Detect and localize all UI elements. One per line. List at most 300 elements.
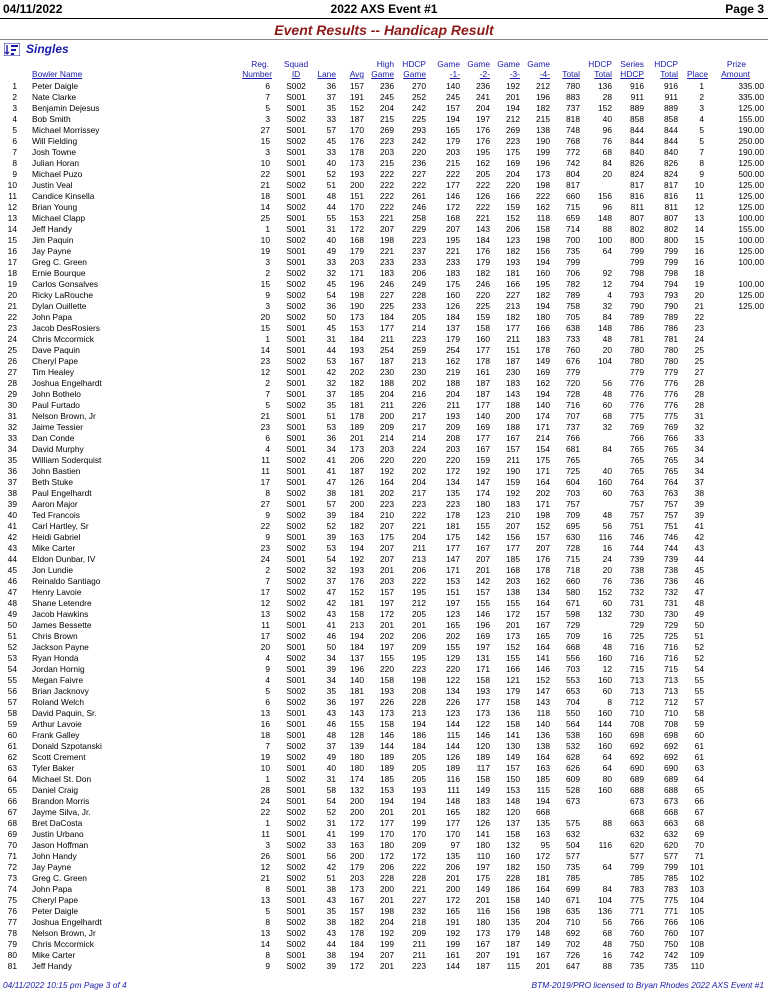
cell-place: 61 bbox=[694, 751, 704, 762]
cell-avg: 153 bbox=[350, 212, 364, 223]
cell-g4: 146 bbox=[536, 663, 550, 674]
col-game3-top: Game bbox=[497, 59, 520, 69]
cell-hcpg: 205 bbox=[412, 762, 426, 773]
page-header bbox=[0, 0, 768, 18]
cell-idx: 68 bbox=[7, 817, 17, 828]
cell-avg: 185 bbox=[350, 388, 364, 399]
cell-reg: 14 bbox=[260, 938, 270, 949]
table-row bbox=[0, 554, 768, 564]
cell-squad: S002 bbox=[286, 520, 306, 531]
cell-lane: 44 bbox=[326, 938, 336, 949]
cell-total: 704 bbox=[566, 696, 580, 707]
cell-total: 700 bbox=[566, 234, 580, 245]
cell-squad: S001 bbox=[286, 410, 306, 421]
cell-place: 23 bbox=[694, 322, 704, 333]
cell-avg: 182 bbox=[350, 377, 364, 388]
cell-g1: 177 bbox=[446, 817, 460, 828]
cell-g3: 206 bbox=[506, 223, 520, 234]
cell-place: 50 bbox=[694, 619, 704, 630]
cell-avg: 184 bbox=[350, 509, 364, 520]
cell-hcpg: 230 bbox=[412, 366, 426, 377]
cell-g2: 167 bbox=[476, 443, 490, 454]
cell-name: Roland Welch bbox=[32, 696, 84, 707]
cell-g4: 198 bbox=[536, 509, 550, 520]
cell-place: 1 bbox=[699, 81, 704, 91]
cell-g1: 197 bbox=[446, 597, 460, 608]
cell-place: 3 bbox=[699, 102, 704, 113]
cell-avg: 170 bbox=[350, 201, 364, 212]
cell-series: 800 bbox=[630, 234, 644, 245]
cell-g2: 169 bbox=[476, 630, 490, 641]
cell-hcpt: 690 bbox=[664, 762, 678, 773]
cell-hcpg: 205 bbox=[412, 773, 426, 784]
cell-hcpg: 184 bbox=[412, 740, 426, 751]
cell-g1: 178 bbox=[446, 509, 460, 520]
table-row bbox=[0, 334, 768, 344]
cell-g2: 222 bbox=[476, 179, 490, 190]
cell-reg: 18 bbox=[260, 729, 270, 740]
cell-reg: 23 bbox=[260, 421, 270, 432]
cell-hcpt: 780 bbox=[664, 355, 678, 366]
cell-place: 5 bbox=[699, 135, 704, 146]
cell-squad: S001 bbox=[286, 443, 306, 454]
cell-hcpg: 213 bbox=[412, 707, 426, 718]
cell-g4: 157 bbox=[536, 531, 550, 542]
cell-hcpg: 217 bbox=[412, 421, 426, 432]
cell-g4: 181 bbox=[536, 872, 550, 883]
cell-idx: 18 bbox=[7, 267, 17, 278]
cell-series: 798 bbox=[630, 267, 644, 278]
cell-total: 628 bbox=[566, 751, 580, 762]
cell-avg: 163 bbox=[350, 839, 364, 850]
cell-g4: 178 bbox=[536, 564, 550, 575]
cell-hdcp: 160 bbox=[598, 729, 612, 740]
cell-g2: 158 bbox=[476, 773, 490, 784]
cell-hg: 254 bbox=[380, 344, 394, 355]
cell-total: 604 bbox=[566, 476, 580, 487]
table-row bbox=[0, 840, 768, 850]
cell-place: 48 bbox=[694, 597, 704, 608]
cell-lane: 50 bbox=[326, 311, 336, 322]
cell-hcpt: 826 bbox=[664, 157, 678, 168]
cell-g2: 201 bbox=[476, 894, 490, 905]
cell-reg: 8 bbox=[265, 916, 270, 927]
cell-avg: 143 bbox=[350, 707, 364, 718]
cell-avg: 179 bbox=[350, 245, 364, 256]
table-row bbox=[0, 400, 768, 410]
cell-g4: 214 bbox=[536, 432, 550, 443]
cell-avg: 170 bbox=[350, 124, 364, 135]
cell-lane: 38 bbox=[326, 487, 336, 498]
cell-g2: 171 bbox=[476, 663, 490, 674]
cell-reg: 4 bbox=[265, 652, 270, 663]
cell-hdcp: 116 bbox=[598, 531, 612, 542]
cell-g2: 176 bbox=[476, 124, 490, 135]
cell-hcpg: 172 bbox=[412, 850, 426, 861]
cell-reg: 20 bbox=[260, 311, 270, 322]
cell-g4: 95 bbox=[540, 839, 550, 850]
table-row bbox=[0, 851, 768, 861]
cell-g3: 167 bbox=[506, 432, 520, 443]
cell-hcpt: 738 bbox=[664, 564, 678, 575]
cell-g1: 135 bbox=[446, 487, 460, 498]
cell-hcpg: 233 bbox=[412, 300, 426, 311]
cell-g3: 210 bbox=[506, 509, 520, 520]
cell-avg: 172 bbox=[350, 223, 364, 234]
cell-g2: 159 bbox=[476, 454, 490, 465]
cell-squad: S001 bbox=[286, 377, 306, 388]
cell-hcpg: 199 bbox=[412, 817, 426, 828]
cell-name: Jon Lundie bbox=[32, 564, 73, 575]
cell-hcpg: 228 bbox=[412, 872, 426, 883]
cell-place: 69 bbox=[694, 828, 704, 839]
cell-total: 703 bbox=[566, 663, 580, 674]
cell-g1: 137 bbox=[446, 322, 460, 333]
cell-g3: 200 bbox=[506, 410, 520, 421]
cell-place: 28 bbox=[694, 399, 704, 410]
cell-prize: 125.00 bbox=[738, 201, 764, 212]
cell-series: 889 bbox=[630, 102, 644, 113]
cell-hcpt: 798 bbox=[664, 267, 678, 278]
cell-hcpt: 710 bbox=[664, 707, 678, 718]
cell-g2: 140 bbox=[476, 410, 490, 421]
cell-name: William Soderquist bbox=[32, 454, 102, 465]
cell-squad: S002 bbox=[286, 751, 306, 762]
cell-g2: 246 bbox=[476, 278, 490, 289]
cell-squad: S002 bbox=[286, 608, 306, 619]
cell-prize: 125.00 bbox=[738, 102, 764, 113]
cell-g1: 165 bbox=[446, 124, 460, 135]
cell-squad: S002 bbox=[286, 509, 306, 520]
cell-lane: 47 bbox=[326, 476, 336, 487]
cell-series: 771 bbox=[630, 905, 644, 916]
cell-hdcp: 40 bbox=[602, 113, 612, 124]
cell-total: 725 bbox=[566, 465, 580, 476]
cell-hg: 207 bbox=[380, 949, 394, 960]
table-row bbox=[0, 378, 768, 388]
cell-avg: 206 bbox=[350, 454, 364, 465]
cell-hcpg: 223 bbox=[412, 960, 426, 971]
cell-avg: 178 bbox=[350, 927, 364, 938]
cell-series: 725 bbox=[630, 630, 644, 641]
cell-avg: 202 bbox=[350, 366, 364, 377]
cell-avg: 152 bbox=[350, 102, 364, 113]
cell-name: Jason Hoffman bbox=[32, 839, 89, 850]
cell-lane: 53 bbox=[326, 421, 336, 432]
cell-g4: 163 bbox=[536, 762, 550, 773]
cell-hcpg: 226 bbox=[412, 399, 426, 410]
cell-lane: 58 bbox=[326, 784, 336, 795]
cell-g3: 123 bbox=[506, 234, 520, 245]
cell-g2: 174 bbox=[476, 487, 490, 498]
cell-g3: 138 bbox=[506, 586, 520, 597]
cell-total: 660 bbox=[566, 575, 580, 586]
cell-reg: 20 bbox=[260, 641, 270, 652]
cell-avg: 180 bbox=[350, 751, 364, 762]
cell-squad: S001 bbox=[286, 344, 306, 355]
cell-hcpt: 802 bbox=[664, 223, 678, 234]
cell-g4: 173 bbox=[536, 168, 550, 179]
cell-name: Brian Jacknovy bbox=[32, 685, 89, 696]
cell-hcpg: 217 bbox=[412, 487, 426, 498]
cell-hcpg: 242 bbox=[412, 102, 426, 113]
cell-place: 68 bbox=[694, 817, 704, 828]
cell-hg: 201 bbox=[380, 960, 394, 971]
cell-idx: 29 bbox=[7, 388, 17, 399]
cell-avg: 189 bbox=[350, 421, 364, 432]
cell-g3: 182 bbox=[506, 311, 520, 322]
cell-hdcp: 88 bbox=[602, 817, 612, 828]
cell-hg: 197 bbox=[380, 597, 394, 608]
cell-hg: 200 bbox=[380, 410, 394, 421]
cell-g3: 158 bbox=[506, 894, 520, 905]
cell-total: 630 bbox=[566, 531, 580, 542]
cell-total: 699 bbox=[566, 883, 580, 894]
cell-idx: 17 bbox=[7, 256, 17, 267]
cell-hcpt: 716 bbox=[664, 641, 678, 652]
cell-hdcp: 64 bbox=[602, 245, 612, 256]
cell-series: 817 bbox=[630, 179, 644, 190]
cell-name: Justin Veal bbox=[32, 179, 73, 190]
cell-hdcp: 20 bbox=[602, 564, 612, 575]
cell-reg: 12 bbox=[260, 366, 270, 377]
cell-hcpg: 216 bbox=[412, 388, 426, 399]
cell-idx: 26 bbox=[7, 355, 17, 366]
cell-total: 550 bbox=[566, 707, 580, 718]
cell-hcpt: 781 bbox=[664, 333, 678, 344]
cell-g4: 134 bbox=[536, 586, 550, 597]
cell-g4: 178 bbox=[536, 344, 550, 355]
cell-name: Joshua Engelhardt bbox=[32, 916, 102, 927]
cell-lane: 37 bbox=[326, 740, 336, 751]
cell-g2: 169 bbox=[476, 421, 490, 432]
cell-idx: 50 bbox=[7, 619, 17, 630]
col-prize-top: Prize bbox=[726, 59, 746, 69]
cell-series: 858 bbox=[630, 113, 644, 124]
cell-g2: 149 bbox=[476, 883, 490, 894]
cell-reg: 2 bbox=[265, 377, 270, 388]
cell-hdcp: 80 bbox=[602, 773, 612, 784]
cell-g4: 150 bbox=[536, 861, 550, 872]
cell-g4: 196 bbox=[536, 157, 550, 168]
cell-total: 638 bbox=[566, 322, 580, 333]
cell-lane: 34 bbox=[326, 674, 336, 685]
cell-hdcp: 160 bbox=[598, 740, 612, 751]
cell-series: 757 bbox=[630, 498, 644, 509]
cell-total: 553 bbox=[566, 674, 580, 685]
cell-g4: 152 bbox=[536, 674, 550, 685]
cell-squad: S001 bbox=[286, 663, 306, 674]
cell-idx: 57 bbox=[7, 696, 17, 707]
cell-g3: 182 bbox=[506, 861, 520, 872]
cell-hg: 210 bbox=[380, 509, 394, 520]
cell-hcpt: 799 bbox=[664, 256, 678, 267]
cell-idx: 61 bbox=[7, 740, 17, 751]
cell-idx: 42 bbox=[7, 531, 17, 542]
cell-total: 757 bbox=[566, 498, 580, 509]
cell-hcpt: 794 bbox=[664, 278, 678, 289]
cell-g3: 185 bbox=[506, 553, 520, 564]
cell-place: 41 bbox=[694, 520, 704, 531]
cell-hcpt: 760 bbox=[664, 927, 678, 938]
cell-g3: 269 bbox=[506, 124, 520, 135]
cell-total: 748 bbox=[566, 124, 580, 135]
col-series-top: Series bbox=[620, 59, 644, 69]
cell-hg: 203 bbox=[380, 146, 394, 157]
cell-hdcp: 136 bbox=[598, 905, 612, 916]
cell-g3: 193 bbox=[506, 256, 520, 267]
cell-idx: 44 bbox=[7, 553, 17, 564]
cell-g3: 157 bbox=[506, 762, 520, 773]
cell-hg: 206 bbox=[380, 861, 394, 872]
cell-hdcp: 148 bbox=[598, 212, 612, 223]
table-row bbox=[0, 268, 768, 278]
cell-place: 2 bbox=[699, 91, 704, 102]
cell-squad: S002 bbox=[286, 773, 306, 784]
cell-idx: 19 bbox=[7, 278, 17, 289]
cell-g2: 126 bbox=[476, 190, 490, 201]
cell-lane: 53 bbox=[326, 542, 336, 553]
cell-g4: 140 bbox=[536, 399, 550, 410]
cell-hg: 220 bbox=[380, 663, 394, 674]
cell-hcpt: 663 bbox=[664, 817, 678, 828]
cell-g2: 220 bbox=[476, 289, 490, 300]
cell-hdcp: 64 bbox=[602, 762, 612, 773]
cell-reg: 13 bbox=[260, 608, 270, 619]
table-row bbox=[0, 961, 768, 971]
cell-hcpt: 911 bbox=[664, 91, 678, 102]
cell-reg: 13 bbox=[260, 927, 270, 938]
cell-total: 707 bbox=[566, 410, 580, 421]
cell-series: 780 bbox=[630, 344, 644, 355]
cell-g4: 171 bbox=[536, 421, 550, 432]
cell-hcpt: 751 bbox=[664, 520, 678, 531]
cell-lane: 41 bbox=[326, 454, 336, 465]
cell-avg: 193 bbox=[350, 344, 364, 355]
cell-idx: 64 bbox=[7, 773, 17, 784]
cell-avg: 176 bbox=[350, 135, 364, 146]
cell-lane: 43 bbox=[326, 894, 336, 905]
cell-g2: 120 bbox=[476, 740, 490, 751]
cell-idx: 11 bbox=[8, 190, 17, 201]
cell-lane: 37 bbox=[326, 575, 336, 586]
header-event: 2022 AXS Event #1 bbox=[330, 2, 438, 16]
cell-g1: 179 bbox=[446, 135, 460, 146]
cell-hdcp: 68 bbox=[602, 927, 612, 938]
cell-squad: S001 bbox=[286, 168, 306, 179]
cell-g3: 158 bbox=[506, 696, 520, 707]
cell-g3: 166 bbox=[506, 663, 520, 674]
table-row bbox=[0, 796, 768, 806]
cell-series: 751 bbox=[630, 520, 644, 531]
cell-g4: 198 bbox=[536, 234, 550, 245]
cell-place: 103 bbox=[690, 883, 704, 894]
cell-series: 577 bbox=[630, 850, 644, 861]
cell-hdcp: 160 bbox=[598, 784, 612, 795]
cell-hcpt: 800 bbox=[664, 234, 678, 245]
cell-hdcp: 76 bbox=[602, 575, 612, 586]
cell-hdcp: 56 bbox=[602, 520, 612, 531]
cell-reg: 15 bbox=[260, 135, 270, 146]
cell-name: Arthur Lavoie bbox=[32, 718, 82, 729]
cell-series: 742 bbox=[630, 949, 644, 960]
cell-squad: S002 bbox=[286, 135, 306, 146]
cell-lane: 32 bbox=[326, 377, 336, 388]
col-hdcp-total-bottom: Total bbox=[594, 69, 612, 79]
cell-hcpt: 730 bbox=[664, 608, 678, 619]
cell-name: Ricky LaRouche bbox=[32, 289, 93, 300]
cell-idx: 80 bbox=[7, 949, 17, 960]
cell-g4: 149 bbox=[536, 938, 550, 949]
cell-g1: 123 bbox=[446, 707, 460, 718]
cell-hg: 223 bbox=[380, 135, 394, 146]
cell-hcpt: 698 bbox=[664, 729, 678, 740]
cell-series: 692 bbox=[630, 751, 644, 762]
cell-g1: 144 bbox=[446, 740, 460, 751]
cell-hg: 192 bbox=[380, 927, 394, 938]
cell-g2: 178 bbox=[476, 355, 490, 366]
cell-place: 4 bbox=[699, 113, 704, 124]
cell-reg: 11 bbox=[261, 828, 270, 839]
cell-avg: 193 bbox=[350, 564, 364, 575]
cell-hcpt: 736 bbox=[664, 575, 678, 586]
cell-hcpg: 194 bbox=[412, 795, 426, 806]
cell-g4: 182 bbox=[536, 289, 550, 300]
cell-hcpg: 213 bbox=[412, 553, 426, 564]
cell-g3: 153 bbox=[506, 784, 520, 795]
table-row bbox=[0, 686, 768, 696]
cell-g1: 215 bbox=[446, 157, 460, 168]
cell-hcpt: 776 bbox=[664, 388, 678, 399]
cell-g3: 177 bbox=[506, 542, 520, 553]
cell-name: Dave Paquin bbox=[32, 344, 80, 355]
cell-name: Michael St. Don bbox=[32, 773, 92, 784]
cell-lane: 36 bbox=[326, 300, 336, 311]
cell-g3: 182 bbox=[506, 245, 520, 256]
cell-lane: 52 bbox=[326, 806, 336, 817]
cell-g1: 153 bbox=[446, 575, 460, 586]
cell-hdcp: 48 bbox=[602, 509, 612, 520]
cell-squad: S002 bbox=[286, 311, 306, 322]
cell-reg: 14 bbox=[260, 201, 270, 212]
cell-avg: 137 bbox=[350, 652, 364, 663]
cell-avg: 200 bbox=[350, 806, 364, 817]
cell-prize: 335.00 bbox=[738, 81, 764, 91]
cell-idx: 52 bbox=[7, 641, 17, 652]
cell-reg: 11 bbox=[261, 619, 270, 630]
cell-avg: 203 bbox=[350, 872, 364, 883]
cell-hcpt: 771 bbox=[664, 905, 678, 916]
cell-idx: 45 bbox=[7, 564, 17, 575]
cell-g4: 152 bbox=[536, 520, 550, 531]
cell-hcpt: 712 bbox=[664, 696, 678, 707]
cell-g1: 254 bbox=[446, 344, 460, 355]
table-row bbox=[0, 587, 768, 597]
cell-prize: 155.00 bbox=[738, 223, 764, 234]
cell-g1: 160 bbox=[446, 289, 460, 300]
cell-hcpt: 824 bbox=[664, 168, 678, 179]
cell-lane: 40 bbox=[326, 762, 336, 773]
cell-lane: 31 bbox=[326, 333, 336, 344]
cell-lane: 33 bbox=[326, 146, 336, 157]
cell-avg: 181 bbox=[350, 487, 364, 498]
cell-hdcp: 160 bbox=[598, 652, 612, 663]
col-game1-top: Game bbox=[437, 59, 460, 69]
cell-reg: 23 bbox=[260, 355, 270, 366]
cell-reg: 7 bbox=[265, 388, 270, 399]
cell-g2: 175 bbox=[476, 872, 490, 883]
cell-g4: 118 bbox=[536, 212, 550, 223]
